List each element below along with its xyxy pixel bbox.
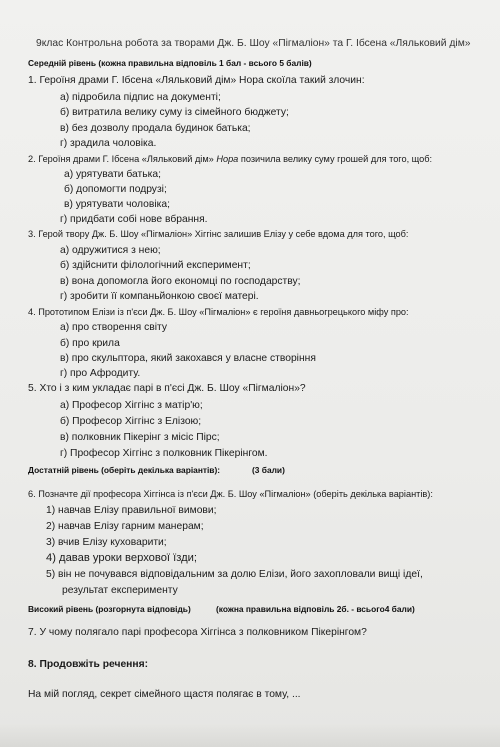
question-8: 8. Продовжіть речення:	[28, 659, 149, 670]
q6-option-4: 4) давав уроки верхової їзди;	[46, 552, 198, 564]
q5-option-c: в) полковник Пікерінг з місіс Пірс;	[60, 432, 220, 443]
q4-option-a: а) про створення світу	[60, 322, 168, 333]
q5-option-b: б) Професор Хіггінс з Елізою;	[60, 416, 202, 427]
q2-text-italic: Нора	[216, 154, 239, 164]
question-5: 5. Хто і з ким укладає парі в п'єсі Дж. Б. Шоу «Пігмаліон»?	[28, 383, 306, 394]
q5-option-d: г) Професор Хіггінс з полковник Пікерінгом.	[60, 448, 268, 459]
q3-option-b: б) здійснити філологічний експеримент;	[60, 260, 251, 271]
q2-text-prefix: 2. Героїня драми Г. Ібсена «Ляльковий дім»	[28, 154, 217, 164]
page-title: 9клас Контрольна робота за творами Дж. Б. Шоу «Пігмаліон» та Г. Ібсена «Ляльковий дім»	[36, 38, 471, 49]
section-high-heading: Високий рівень (розгорнута відповідь)	[28, 604, 191, 614]
q6-option-1: 1) навчав Елізу правильної вимови;	[46, 505, 217, 516]
q4-option-b: б) про крила	[60, 338, 120, 349]
section-high-points: (кожна правильна відповіль 2б. - всього4 бали)	[216, 604, 415, 614]
question-4: 4. Прототипом Елізи із п'єси Дж. Б. Шоу «Пігмаліон» є героїня давньогрецького міфу про:	[28, 307, 409, 317]
q1-option-a: а) підробила підпис на документі;	[60, 92, 221, 103]
q6-option-5-continuation: результат експерименту	[62, 585, 178, 596]
q1-option-b: б) витратила велику суму із сімейного бюджету;	[60, 107, 289, 118]
q6-option-2: 2) навчав Елізу гарним манерам;	[46, 521, 204, 532]
q2-option-a: а) урятувати батька;	[64, 169, 161, 180]
bottom-shadow	[0, 723, 500, 747]
q4-option-c: в) про скульптора, який закохався у власне створіння	[60, 353, 316, 364]
question-7: 7. У чому полягало парі професора Хіггінса з полковником Пікерінгом?	[28, 627, 367, 638]
question-6: 6. Позначте дії професора Хіггінса із п'єси Дж. Б. Шоу «Пігмаліон» (оберіть декілька варіантів):	[28, 489, 433, 499]
question-1: 1. Героїня драми Г. Ібсена «Ляльковий дім» Нора скоїла такий злочин:	[28, 75, 365, 86]
q3-option-c: в) вона допомогла його економці по господарству;	[60, 276, 301, 287]
q6-option-5: 5) він не почувався відповідальним за долю Елізи, його захопловали вищі ідеї,	[46, 569, 423, 580]
q1-option-d: г) зрадила чоловіка.	[60, 138, 157, 149]
q2-text-suffix: позичила велику суму грошей для того, щоб:	[238, 154, 433, 164]
section-sufficient-heading: Достатній рівень (оберіть декілька варіантів):	[28, 465, 221, 475]
q1-option-c: в) без дозволу продала будинок батька;	[60, 123, 251, 134]
q4-option-d: г) про Афродиту.	[60, 368, 141, 379]
q2-option-b: б) допомогти подрузі;	[64, 184, 167, 195]
q3-option-d: г) зробити її компаньйонкою своєї матері.	[60, 291, 259, 302]
q6-option-3: 3) вчив Елізу куховарити;	[46, 537, 167, 548]
question-3: 3. Герой твору Дж. Б. Шоу «Пігмаліон» Хіггінс залишив Елізу у себе вдома для того, щоб:	[28, 229, 409, 239]
q5-option-a: а) Професор Хіггінс з матір'ю;	[60, 400, 203, 411]
section-sufficient-points: (3 бали)	[252, 465, 285, 475]
question-2	[28, 154, 432, 164]
q2-option-d: г) придбати собі нове вбрання.	[60, 214, 208, 225]
section-middle-heading: Середній рівень (кожна правильна відповіль 1 бал - всього 5 балів)	[28, 58, 312, 68]
q2-option-c: в) урятувати чоловіка;	[64, 199, 170, 210]
q8-sentence: На мій погляд, секрет сімейного щастя полягає в тому, ...	[28, 689, 301, 700]
q3-option-a: а) одружитися з нею;	[60, 245, 161, 256]
